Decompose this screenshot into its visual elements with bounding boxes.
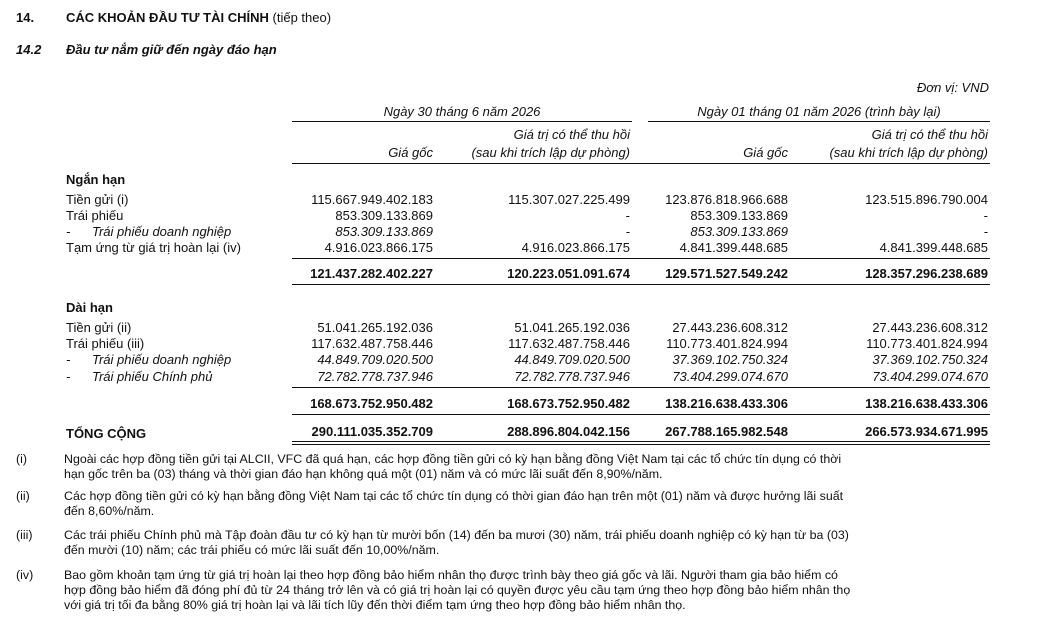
short-term-heading: Ngắn hạn <box>66 172 126 187</box>
subsection-title: Đầu tư nắm giữ đến ngày đáo hạn <box>66 42 277 57</box>
footnote-line: Ngoài các hợp đồng tiền gửi tại ALCII, VFC đã quá hạn, các hợp đồng tiền gửi có kỳ hạn bằng đồng Việt Nam tại các tổ chức tín dụng có thời <box>64 452 842 466</box>
unit-label: Đơn vị: VND <box>916 80 989 95</box>
cell-c2: 120.223.051.091.674 <box>507 266 630 281</box>
cell-c2: 72.782.778.737.946 <box>514 369 630 384</box>
cell-c1: 115.667.949.402.183 <box>311 192 433 207</box>
section-title-suffix: (tiếp theo) <box>272 10 332 25</box>
cell-c3: 138.216.638.433.306 <box>665 396 788 411</box>
footnote-text <box>64 452 990 482</box>
row-label: Trái phiếu doanh nghiệp <box>92 224 232 239</box>
cell-c1: 44.849.709.020.500 <box>317 352 433 367</box>
cell-c1: 290.111.035.352.709 <box>311 424 433 439</box>
cell-c1: 72.782.778.737.946 <box>317 369 433 384</box>
col4-header-line2: (sau khi trích lập dự phòng) <box>829 145 988 160</box>
col4-header-line1: Giá trị có thể thu hồi <box>871 127 988 142</box>
cell-c1: 4.916.023.866.175 <box>324 240 433 255</box>
cell-c3: 73.404.299.074.670 <box>672 369 788 384</box>
cell-c3: 853.309.133.869 <box>690 208 788 223</box>
col2-header-line1: Giá trị có thể thu hồi <box>513 127 630 142</box>
cell-c4: 266.573.934.671.995 <box>865 424 988 439</box>
period-previous-rule <box>648 121 990 122</box>
long-term-total-rule <box>292 414 990 415</box>
footnote-text <box>64 489 990 519</box>
cell-c4: 128.357.296.238.689 <box>865 266 988 281</box>
footnote-line: Các trái phiếu Chính phủ mà Tập đoàn đầu tư có kỳ hạn từ mười bốn (14) đến ba mươi (30) năm, trái phiếu doanh nghiệp có kỳ hạn từ ba (03) <box>64 528 849 542</box>
footnote-line: với giá trị tối đa bằng 80% giá trị hoàn lại và lãi tích lũy đến thời điểm tạm ứng theo hợp đồng bảo hiểm nhân thọ. <box>64 598 686 612</box>
cell-c2: - <box>625 224 630 239</box>
col2-header-line2: (sau khi trích lập dự phòng) <box>471 145 630 160</box>
cell-c1: 168.673.752.950.482 <box>310 396 433 411</box>
row-dash: - <box>66 224 71 239</box>
cell-c1: 117.632.487.758.446 <box>311 336 433 351</box>
cell-c2: 44.849.709.020.500 <box>514 352 630 367</box>
section-title: CÁC KHOẢN ĐẦU TƯ TÀI CHÍNH <box>66 10 269 25</box>
footnote-line: Bao gồm khoản tạm ứng từ giá trị hoàn lại theo hợp đồng bảo hiểm nhân thọ được trình bày theo giá gốc và lãi. Người tham gia bảo hiểm có <box>64 568 838 582</box>
long-term-heading: Dài hạn <box>66 300 113 315</box>
footnote-line: đến mười (10) năm; các trái phiếu có mức lãi suất đến 10,00%/năm. <box>64 543 440 557</box>
row-label: Tiền gửi (ii) <box>66 320 132 335</box>
cell-c1: 853.309.133.869 <box>335 224 433 239</box>
cell-c4: 27.443.236.608.312 <box>872 320 988 335</box>
grand-total-label: TỔNG CỘNG <box>66 426 147 441</box>
row-label: Tạm ứng từ giá trị hoàn lại (iv) <box>66 240 241 255</box>
cell-c1: 853.309.133.869 <box>335 208 433 223</box>
long-term-subtotal-rule <box>292 387 990 388</box>
cell-c4: 4.841.399.448.685 <box>879 240 988 255</box>
row-label: Trái phiếu <box>66 208 124 223</box>
cell-c2: 288.896.804.042.156 <box>507 424 630 439</box>
row-dash: - <box>66 369 71 384</box>
cell-c4: 110.773.401.824.994 <box>866 336 988 351</box>
cell-c2: 117.632.487.758.446 <box>508 336 630 351</box>
section-number: 14. <box>16 10 35 25</box>
period-previous: Ngày 01 tháng 01 năm 2026 (trình bày lại) <box>697 104 941 119</box>
footnote-line: đến 8,60%/năm. <box>64 504 155 518</box>
col3-header: Giá gốc <box>743 145 788 160</box>
cell-c2: 115.307.027.225.499 <box>508 192 630 207</box>
footnote-line: Các hợp đồng tiền gửi có kỳ hạn bằng đồng Việt Nam tại các tổ chức tín dụng có thời gian đáo hạn trên một (01) năm và được hưởng lãi suất <box>64 489 844 503</box>
cell-c1: 51.041.265.192.036 <box>317 320 433 335</box>
cell-c3: 27.443.236.608.312 <box>672 320 788 335</box>
footnote-text <box>64 568 990 613</box>
footnote-number: (iii) <box>16 528 33 542</box>
cell-c3: 129.571.527.549.242 <box>665 266 788 281</box>
cell-c2: 168.673.752.950.482 <box>507 396 630 411</box>
row-label: Tiền gửi (i) <box>66 192 129 207</box>
cell-c2: 4.916.023.866.175 <box>521 240 630 255</box>
footnote-line: hợp đồng bảo hiểm đã đóng phí đủ từ 24 tháng trở lên và có giá trị hoàn lại có quyền được yêu cầu tạm ứng theo hợp đồng bảo hiểm nhân thọ <box>64 583 851 597</box>
grand-total-rule-1 <box>292 441 990 442</box>
period-current: Ngày 30 tháng 6 năm 2026 <box>383 104 541 119</box>
cell-c4: - <box>983 224 988 239</box>
row-label: Trái phiếu doanh nghiệp <box>92 352 232 367</box>
cell-c2: - <box>625 208 630 223</box>
footnote-text <box>64 528 990 558</box>
cell-c3: 267.788.165.982.548 <box>665 424 788 439</box>
cell-c4: 73.404.299.074.670 <box>872 369 988 384</box>
period-current-rule <box>292 121 632 122</box>
cell-c3: 853.309.133.869 <box>690 224 788 239</box>
footnote-line: hạn gốc trên ba (03) tháng và thời gian đáo hạn không quá một (01) năm và có mức lãi suất đến 8,90%/năm. <box>64 467 663 481</box>
cell-c1: 121.437.282.402.227 <box>310 266 433 281</box>
cell-c2: 51.041.265.192.036 <box>514 320 630 335</box>
grand-total-rule-2 <box>292 444 990 445</box>
cell-c3: 110.773.401.824.994 <box>666 336 788 351</box>
cell-c3: 37.369.102.750.324 <box>672 352 788 367</box>
cell-c4: 123.515.896.790.004 <box>865 192 988 207</box>
cell-c3: 123.876.818.966.688 <box>665 192 788 207</box>
cell-c4: 37.369.102.750.324 <box>872 352 988 367</box>
cell-c4: 138.216.638.433.306 <box>865 396 988 411</box>
short-term-subtotal-rule <box>292 258 990 259</box>
footnote-number: (iv) <box>16 568 34 582</box>
cell-c3: 4.841.399.448.685 <box>679 240 788 255</box>
col1-header: Giá gốc <box>388 145 433 160</box>
footnote-number: (ii) <box>16 489 30 503</box>
cell-c4: - <box>983 208 988 223</box>
row-label: Trái phiếu Chính phủ <box>92 369 213 384</box>
row-dash: - <box>66 352 71 367</box>
short-term-total-rule <box>292 284 990 285</box>
row-label: Trái phiếu (iii) <box>66 336 145 351</box>
section-heading <box>66 10 331 25</box>
header-rule <box>292 163 990 164</box>
footnote-number: (i) <box>16 452 28 466</box>
subsection-number: 14.2 <box>16 42 42 57</box>
